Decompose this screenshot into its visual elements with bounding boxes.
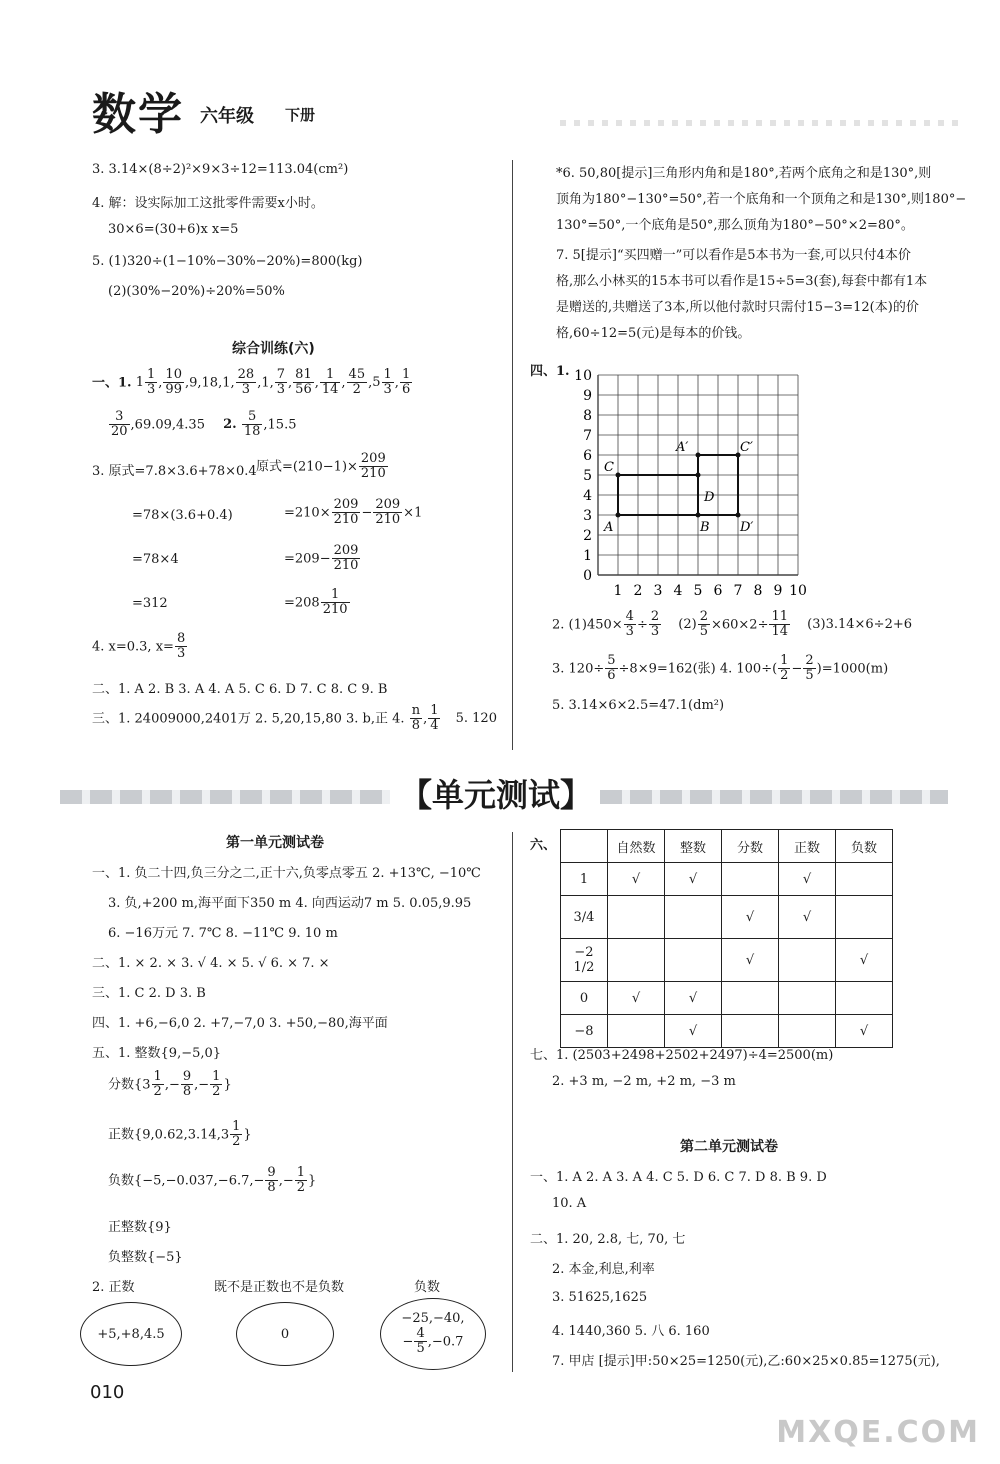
table-cell [836, 982, 893, 1015]
q3-right-1: 原式=(210−1)× $\frac{209}{210}$ [256, 451, 386, 482]
answer-line: 10. A [552, 1196, 587, 1211]
table-cell [722, 863, 779, 896]
grid-point [696, 473, 701, 478]
q1-item: $\frac{7}{3}$ [276, 367, 286, 398]
liu-label: 六、 [530, 838, 557, 853]
x-tick-label: 9 [773, 583, 783, 598]
answer-line: 五、1. 整数{9,−5,0} [92, 1046, 222, 1061]
q1-item: $\frac{10}{99}$ [165, 367, 182, 398]
number-classification-table [560, 829, 893, 1048]
q1-line2: $\frac{3}{20}$ ,69.09,4.35 2. $\frac{5}{18}$ ,15.5 [111, 409, 297, 440]
x-tick-label: 6 [713, 583, 723, 598]
point-label: C [604, 460, 614, 475]
answer-line: (2)(30%−20%)÷20%=50% [108, 284, 285, 299]
answer-line: 2. 本金,利息,利率 [552, 1262, 655, 1277]
q3-right-2: =210× $\frac{209}{210}$ − $\frac{209}{210}$ ×1 [284, 497, 423, 528]
table-cell [722, 1015, 779, 1048]
san-line: 三、1. 24009000,2401万 2. 5,20,15,80 3. b,正 4. $\frac{n}{8}$ , $\frac{1}{4}$ 5. 120 [92, 703, 497, 734]
answer-line: 3. 51625,1625 [552, 1290, 648, 1305]
answer-line: 格,60÷12=5(元)是每本的价钱。 [556, 326, 751, 341]
grid-tick-labels [574, 368, 807, 598]
q1-item: $\frac{81}{56}$ [295, 367, 312, 398]
q1-item: 1 [222, 375, 231, 391]
y-tick-label: 0 [583, 568, 592, 584]
q5-line: 5. 3.14×6×2.5=47.1(dm²) [552, 698, 725, 713]
q1-item: $\frac{1}{14}$ [321, 367, 339, 398]
table-cell: √ [665, 1015, 722, 1048]
table-header: 分数 [722, 830, 779, 863]
answer-line: 130°=50°,一个底角是50°,那么顶角为180°−50°×2=80°。 [556, 218, 914, 233]
y-tick-label: 8 [583, 408, 592, 424]
y-tick-label: 3 [583, 508, 592, 524]
fraction-set: 分数{3 $\frac{1}{2}$ ,− $\frac{9}{8}$ ,− $\frac{1}{2}$ } [108, 1069, 232, 1100]
y-tick-label: 9 [583, 388, 592, 404]
grade-label: 六年级 [200, 106, 254, 127]
y-tick-label: 6 [583, 448, 592, 464]
answer-line: 5. (1)320÷(1−10%−30%−20%)=800(kg) [92, 254, 363, 269]
answer-line: 是赠送的,共赠送了3本,所以他付款时只需付15−3=12(本)的价 [556, 300, 919, 315]
table-cell: √ [722, 896, 779, 939]
table-cell: √ [836, 939, 893, 982]
x-tick-label: 7 [733, 583, 743, 598]
negative-integer-set: 负整数{−5} [108, 1250, 183, 1265]
table-cell: √ [665, 863, 722, 896]
grid-point [696, 513, 701, 518]
grid-point [616, 473, 621, 478]
point-label: D′ [740, 520, 754, 535]
q1-item: 1 [261, 375, 270, 391]
answer-line: 7. 5[提示]“买四赠一”可以看作是5本书为一套,可以只付4本价 [556, 248, 911, 263]
column-divider-bottom [512, 832, 513, 1372]
table-cell: √ [608, 982, 665, 1015]
page-number: 010 [90, 1382, 125, 1403]
table-cell [608, 1015, 665, 1048]
column-divider-top [512, 160, 513, 750]
grid-point [616, 513, 621, 518]
q1-item: 9 [189, 375, 198, 391]
q3-left-1: 3. 原式=7.8×3.6+78×0.4 [92, 464, 257, 479]
table-cell: √ [836, 1015, 893, 1048]
table-header: 自然数 [608, 830, 665, 863]
table-cell [779, 939, 836, 982]
answer-line: 30×6=(30+6)x x=5 [108, 222, 239, 237]
answer-line: 3. 负,+200 m,海平面下350 m 4. 向西运动7 m 5. 0.05,9.95 [108, 896, 472, 911]
q1-item: $\frac{1}{6}$ [401, 367, 411, 398]
answer-line: 二、1. 20, 2.8, 七, 70, 七 [530, 1232, 686, 1247]
answer-line: 一、1. A 2. A 3. A 4. C 5. D 6. C 7. D 8. B 9. D [530, 1170, 827, 1185]
q1-item: $\frac{45}{2}$ [348, 367, 366, 398]
q3-right-3: =209− $\frac{209}{210}$ [284, 543, 359, 574]
x-tick-label: 2 [633, 583, 643, 598]
venn-label-neither: 既不是正数也不是负数 [214, 1280, 345, 1295]
answer-line: 格,那么小林买的15本书可以看作是15÷5=3(套),每套中都有1本 [556, 274, 928, 289]
table-row-label: 3/4 [561, 896, 608, 939]
negative-set: 负数{−5,−0.037,−6.7,− $\frac{9}{8}$ ,− $\frac{1}{2}$ } [108, 1165, 317, 1196]
subject-title: 数学 [92, 89, 184, 140]
table-cell [665, 896, 722, 939]
q1-item: 18 [201, 375, 219, 391]
coordinate-grid [560, 368, 820, 598]
answer-line: 4. 1440,360 5. 八 6. 160 [552, 1324, 710, 1339]
q3-left-4: =312 [132, 596, 168, 611]
venn-label-negative: 负数 [414, 1280, 441, 1295]
unit-test-banner: 【单元测试】 [400, 776, 593, 814]
point-label: D [704, 490, 715, 505]
table-cell: √ [722, 939, 779, 982]
answer-line: 3. 3.14×(8÷2)²×9×3÷12=113.04(cm²) [92, 162, 349, 177]
si-label: 四、1. [530, 364, 570, 379]
table-row-label: −8 [561, 1015, 608, 1048]
positive-integer-set: 正整数{9} [108, 1220, 172, 1235]
section-title: 第一单元测试卷 [226, 835, 324, 851]
answer-line: 顶角为180°−130°=50°,若一个底角和一个顶角之和是130°,则180°− [556, 192, 967, 207]
banner-band-right [600, 790, 948, 804]
q4-line: 4. x=0.3, x= $\frac{8}{3}$ [92, 631, 186, 662]
point-label: C′ [740, 440, 753, 455]
table-header: 负数 [836, 830, 893, 863]
y-tick-label: 1 [583, 548, 592, 564]
q3-q4-line: 3. 120÷ $\frac{5}{6}$ ÷8×9=162(张) 4. 100÷( $\frac{1}{2}$ − $\frac{2}{5}$ )=1000(m) [552, 653, 889, 684]
x-tick-label: 1 [613, 583, 623, 598]
table-header: 正数 [779, 830, 836, 863]
x-tick-label: 5 [693, 583, 703, 598]
table-row-label: 0 [561, 982, 608, 1015]
table-cell [836, 863, 893, 896]
q1-item: 5 $\frac{1}{3}$ [372, 367, 392, 398]
grid-point [696, 453, 701, 458]
answer-line: 三、1. C 2. D 3. B [92, 986, 206, 1001]
venn-label-positive: 2. 正数 [92, 1280, 135, 1295]
table-cell [608, 896, 665, 939]
q3-left-2: =78×(3.6+0.4) [132, 508, 233, 523]
table-cell [722, 982, 779, 1015]
answer-line: 四、1. +6,−6,0 2. +7,−7,0 3. +50,−80,海平面 [92, 1016, 388, 1031]
ellipse-negative: −25,−40, − $\frac{4}{5}$ ,−0.7 [380, 1298, 486, 1370]
table-cell [836, 896, 893, 939]
volume-label: 下册 [285, 106, 316, 124]
q1-item: $\frac{28}{3}$ [237, 367, 255, 398]
x-tick-label: 4 [673, 583, 683, 598]
answer-line: 7. 甲店 [提示]甲:50×25=1250(元),乙:60×25×0.85=1275(元), [552, 1354, 940, 1369]
table-cell [665, 939, 722, 982]
answer-line: 七、1. (2503+2498+2502+2497)÷4=2500(m) [530, 1048, 834, 1063]
y-tick-label: 4 [583, 488, 592, 504]
ellipse-positive: +5,+8,4.5 [80, 1302, 182, 1366]
fraction: $\frac{3}{20}$ [111, 409, 128, 440]
answer-line: 二、1. × 2. × 3. √ 4. × 5. √ 6. × 7. × [92, 956, 330, 971]
grid-point [736, 513, 741, 518]
section-title: 第二单元测试卷 [680, 1139, 778, 1155]
q3-right-4: =208 $\frac{1}{210}$ [284, 587, 348, 618]
answer-line: 4. 解：设实际加工这批零件需要x小时。 [92, 196, 324, 211]
watermark: MXQE.COM [776, 1415, 980, 1450]
x-tick-label: 8 [753, 583, 763, 598]
table-header: 整数 [665, 830, 722, 863]
answer-line: 一、1. 负二十四,负三分之二,正十六,负零点零五 2. +13℃, −10℃ [92, 866, 481, 881]
point-label: B [700, 520, 710, 535]
y-tick-label: 5 [583, 468, 592, 484]
fraction: $\frac{5}{18}$ [243, 409, 261, 440]
point-label: A [604, 520, 614, 535]
q1-answers: 1 $\frac{1}{3}$ , $\frac{10}{99}$ ,9,18,1, $\frac{28}{3}$ ,1, $\frac{7}{3}$ , $\frac{81}{56}$ , $\frac{1}{14}$ , $\frac{45}{2}$ ,5 $\frac{1}{3}$ , $\frac{1}{6}$ [136, 375, 414, 390]
answer-line: 6. −16万元 7. 7℃ 8. −11℃ 9. 10 m [108, 926, 338, 941]
x-tick-label: 10 [789, 583, 807, 598]
y-tick-label: 10 [574, 368, 592, 384]
ellipse-neither: 0 [236, 1302, 334, 1366]
table-cell: √ [779, 863, 836, 896]
table-cell: √ [779, 896, 836, 939]
er-line: 二、1. A 2. B 3. A 4. A 5. C 6. D 7. C 8. C 9. B [92, 682, 388, 697]
point-label: A′ [676, 440, 689, 455]
x-tick-label: 3 [653, 583, 663, 598]
header-decoration [560, 120, 960, 126]
table-row-label: 1 [561, 863, 608, 896]
y-tick-label: 7 [583, 428, 592, 444]
q2-line: 2. (1)450× $\frac{4}{3}$ ÷ $\frac{2}{3}$ (2) $\frac{2}{5}$ ×60×2÷ $\frac{11}{14}$ (3)3.14×6÷2+6 [552, 609, 913, 640]
answer-line: 2. +3 m, −2 m, +2 m, −3 m [552, 1074, 736, 1089]
answer-line: *6. 50,80[提示]三角形内角和是180°,若两个底角之和是130°,则 [556, 166, 932, 181]
table-cell: √ [608, 863, 665, 896]
table-cell: √ [665, 982, 722, 1015]
table-cell [779, 982, 836, 1015]
q1-label: 一、1. [92, 375, 132, 391]
table-row-label: −2 1/2 [561, 939, 608, 982]
table-header [561, 830, 608, 863]
q1-line [92, 368, 413, 398]
table-cell [779, 1015, 836, 1048]
q3-left-3: =78×4 [132, 552, 179, 567]
q1-item: 1 $\frac{1}{3}$ [135, 367, 156, 398]
y-tick-label: 2 [583, 528, 592, 544]
table-cell [608, 939, 665, 982]
positive-set: 正数{9,0.62,3.14,3 $\frac{1}{2}$ } [108, 1119, 252, 1150]
banner-band-left [60, 790, 390, 804]
section-title: 综合训练(六) [232, 341, 315, 357]
